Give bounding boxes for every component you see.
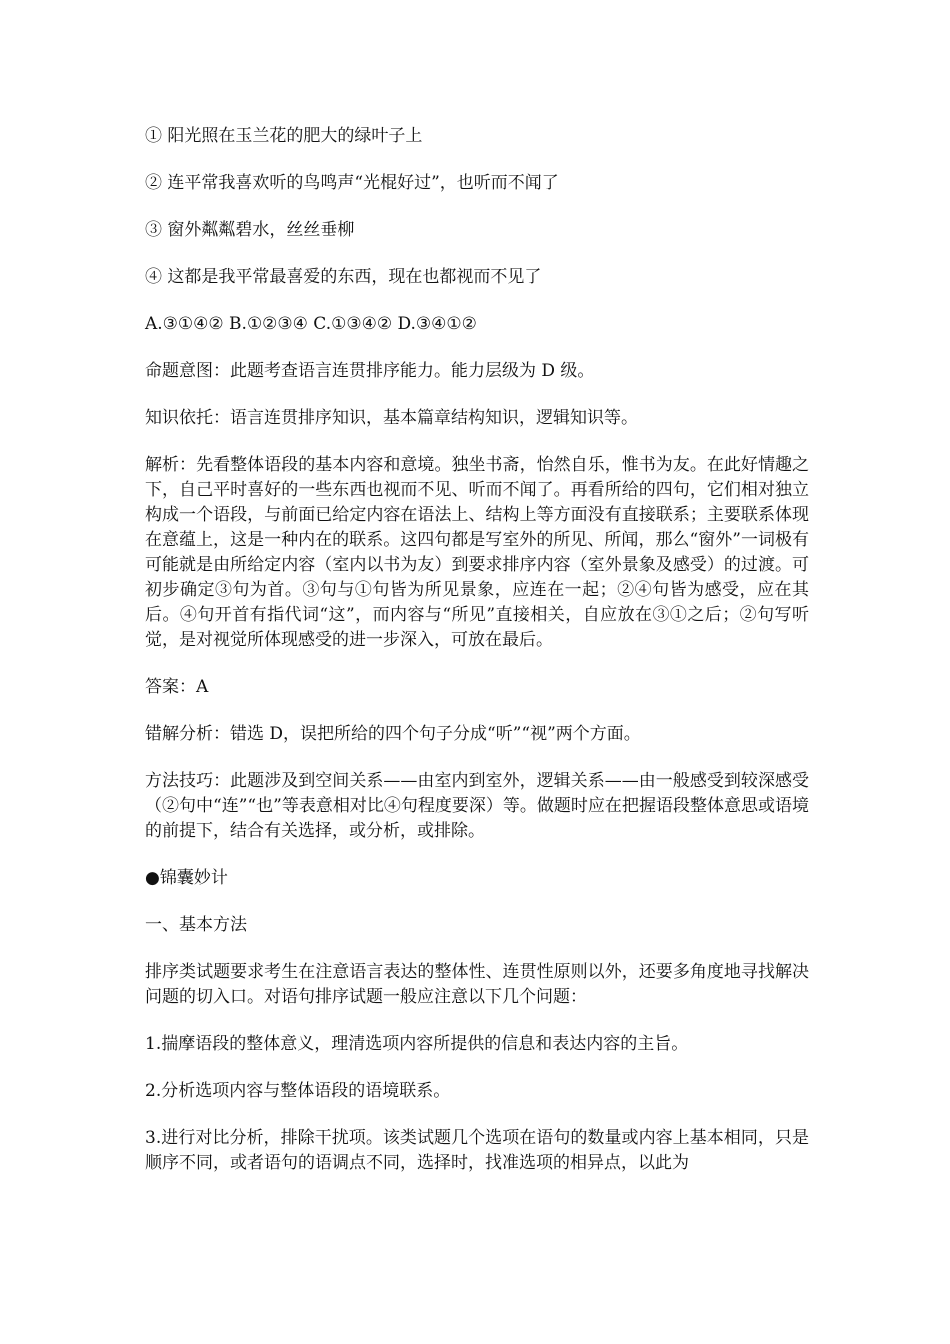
answer-options: A.③①④② B.①②③④ C.①③④② D.③④①② (145, 314, 477, 334)
sentence-4: ④ 这都是我平常最喜爱的东西，现在也都视而不见了 (145, 267, 542, 287)
sentence-2: ② 连平常我喜欢听的鸟鸣声“光棍好过”，也听而不闻了 (145, 173, 559, 193)
answer: 答案：A (145, 677, 209, 697)
question-intent: 命题意图：此题考查语言连贯排序能力。能力层级为 D 级。 (145, 361, 595, 381)
document-body (145, 124, 809, 1198)
sentence-1: ① 阳光照在玉兰花的肥大的绿叶子上 (145, 126, 423, 146)
intro-paragraph: 排序类试题要求考生在注意语言表达的整体性、连贯性原则以外，还要多角度地寻找解决问题的切入口。对语句排序试题一般应注意以下几个问题： (145, 962, 809, 1007)
method-tips: 方法技巧：此题涉及到空间关系——由室内到室外，逻辑关系——由一般感受到较深感受（②句中“连”“也”等表意相对比④句程度要深）等。做题时应在把握语段整体意思或语境的前提下，结合有关选择，或分析，或排除。 (145, 771, 809, 841)
method-item-1: 1.揣摩语段的整体意义，理清选项内容所提供的信息和表达内容的主旨。 (145, 1034, 689, 1054)
sentence-3: ③ 窗外粼粼碧水，丝丝垂柳 (145, 220, 355, 240)
error-analysis: 错解分析：错选 D，误把所给的四个句子分成“听”“视”两个方面。 (145, 724, 641, 744)
method-item-3: 3.进行对比分析，排除干扰项。该类试题几个选项在语句的数量或内容上基本相同，只是顺序不同，或者语句的语调点不同，选择时，找准选项的相异点，以此为 (145, 1128, 809, 1173)
section-heading-methods: 一、基本方法 (145, 915, 247, 935)
knowledge-basis: 知识依托：语言连贯排序知识，基本篇章结构知识，逻辑知识等。 (145, 408, 638, 428)
analysis: 解析：先看整体语段的基本内容和意境。独坐书斋，怡然自乐，惟书为友。在此好情趣之下，自己平时喜好的一些东西也视而不见、听而不闻了。再看所给的四句，它们相对独立构成一个语段，与前面已给定内容在语法上、结构上等方面没有直接联系；主要联系体现在意蕴上，这是一种内在的联系。这四句都是写室外的所见、所闻，那么“窗外”一词极有可能就是由所给定内容（室内以书为友）到要求排序内容（室外景象及感受）的过渡。可初步确定③句为首。③句与①句皆为所见景象，应连在一起；②④句皆为感受，应在其后。④句开首有指代词“这”，而内容与“所见”直接相关，自应放在③①之后；②句写听觉，是对视觉所体现感受的进一步深入，可放在最后。 (145, 455, 809, 650)
method-item-2: 2.分析选项内容与整体语段的语境联系。 (145, 1081, 451, 1101)
section-heading-tips: ●锦囊妙计 (145, 868, 228, 888)
